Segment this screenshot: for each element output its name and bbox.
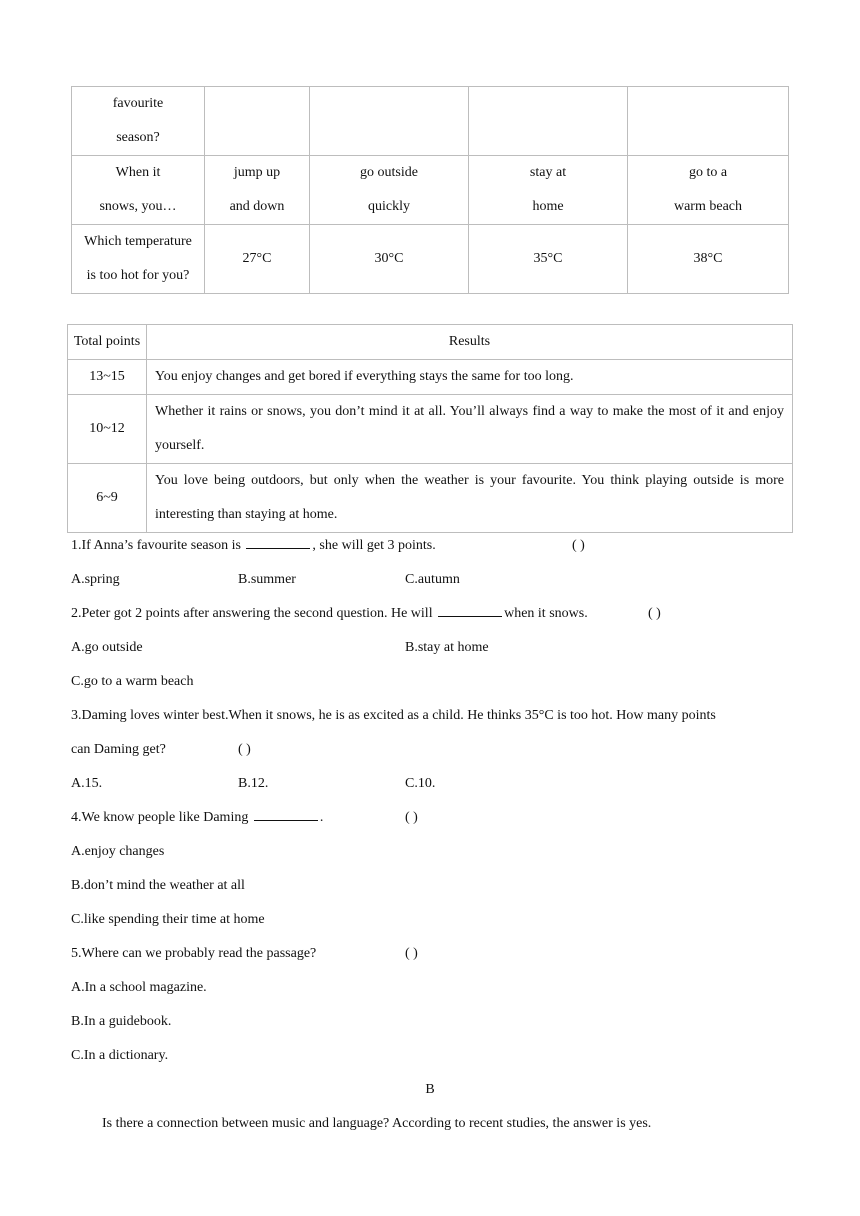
- option-c: C.10.: [405, 776, 436, 791]
- cell-line: stay at: [529, 165, 567, 180]
- option-cell: [628, 87, 789, 156]
- quiz-table: [71, 86, 789, 294]
- option-a: A.spring: [71, 572, 120, 587]
- cell-line: home: [532, 199, 564, 214]
- answer-blank: [254, 806, 318, 821]
- cell-line: go outside: [360, 165, 418, 180]
- answer-paren: ( ): [405, 810, 418, 825]
- question-text: when it snows.: [504, 606, 588, 621]
- option-b: B.summer: [238, 572, 296, 587]
- option-b: B.12.: [238, 776, 269, 791]
- passage-intro: Is there a connection between music and language? According to recent studies, the answer is yes.: [102, 1116, 652, 1131]
- option-a: A.In a school magazine.: [71, 980, 207, 995]
- question-text: 2.Peter got 2 points after answering the second question. He will: [71, 606, 433, 621]
- option-cell: [469, 87, 628, 156]
- header-results: Results: [147, 325, 793, 360]
- option-cell: 30°C: [310, 225, 469, 294]
- option-b: B.In a guidebook.: [71, 1014, 172, 1029]
- question-text: .: [319, 810, 324, 825]
- question-1: [71, 529, 436, 563]
- option-cell: [469, 156, 628, 225]
- table-row: [68, 464, 793, 533]
- option-a: A.go outside: [71, 640, 143, 655]
- question-cell: [72, 87, 205, 156]
- question-text: 4.We know people like Daming: [71, 810, 249, 825]
- option-cell: 38°C: [628, 225, 789, 294]
- question-4: [71, 801, 323, 835]
- table-row: [72, 156, 789, 225]
- table-row: [68, 360, 793, 395]
- question-text: 1.If Anna’s favourite season is: [71, 538, 241, 553]
- answer-paren: ( ): [238, 742, 251, 757]
- option-c: C.In a dictionary.: [71, 1048, 169, 1063]
- cell-line: is too hot for you?: [86, 268, 190, 283]
- answer-paren: ( ): [405, 946, 418, 961]
- cell-line: snows, you…: [99, 199, 177, 214]
- cell-line: go to a: [688, 165, 728, 180]
- cell-line: warm beach: [673, 199, 743, 214]
- option-cell: [205, 87, 310, 156]
- option-c: C.go to a warm beach: [71, 674, 194, 689]
- answer-paren: ( ): [648, 606, 661, 621]
- points-cell: 6~9: [68, 464, 147, 533]
- cell-line: jump up: [233, 165, 281, 180]
- question-cell: [72, 225, 205, 294]
- question-text: , she will get 3 points.: [312, 538, 436, 553]
- result-cell: Whether it rains or snows, you don’t mind it at all. You’ll always find a way to make the most of it and enjoy yourself.: [147, 395, 793, 464]
- question-cell: [72, 156, 205, 225]
- result-cell: You enjoy changes and get bored if everything stays the same for too long.: [147, 360, 793, 395]
- table-row: [68, 395, 793, 464]
- option-cell: 27°C: [205, 225, 310, 294]
- section-heading: B: [425, 1082, 435, 1097]
- cell-line: season?: [116, 130, 160, 145]
- option-cell: [628, 156, 789, 225]
- header-total-points: Total points: [68, 325, 147, 360]
- result-cell: You love being outdoors, but only when the weather is your favourite. You think playing outside is more interesting than staying at home.: [147, 464, 793, 533]
- question-5: 5.Where can we probably read the passage?: [71, 946, 317, 961]
- answer-paren: ( ): [572, 538, 585, 553]
- table-row: [72, 225, 789, 294]
- question-3-continued: can Daming get?: [71, 742, 166, 757]
- option-cell: [310, 156, 469, 225]
- cell-line: Which temperature: [84, 234, 192, 249]
- answer-blank: [246, 534, 310, 549]
- points-cell: 10~12: [68, 395, 147, 464]
- table-row: [72, 87, 789, 156]
- option-cell: [205, 156, 310, 225]
- option-b: B.stay at home: [405, 640, 489, 655]
- cell-line: favourite: [112, 96, 164, 111]
- answer-blank: [438, 602, 502, 617]
- option-b: B.don’t mind the weather at all: [71, 878, 245, 893]
- table-header-row: [68, 325, 793, 360]
- cell-line: quickly: [368, 199, 410, 214]
- option-cell: [310, 87, 469, 156]
- question-2: [71, 597, 588, 631]
- option-cell: 35°C: [469, 225, 628, 294]
- results-table: [67, 324, 793, 533]
- points-cell: 13~15: [68, 360, 147, 395]
- option-c: C.autumn: [405, 572, 460, 587]
- option-a: A.15.: [71, 776, 103, 791]
- cell-line: and down: [229, 199, 285, 214]
- question-3: 3.Daming loves winter best.When it snows, he is as excited as a child. He thinks 35°C is too hot. How many points: [71, 708, 716, 723]
- option-a: A.enjoy changes: [71, 844, 165, 859]
- option-c: C.like spending their time at home: [71, 912, 265, 927]
- cell-line: When it: [115, 165, 161, 180]
